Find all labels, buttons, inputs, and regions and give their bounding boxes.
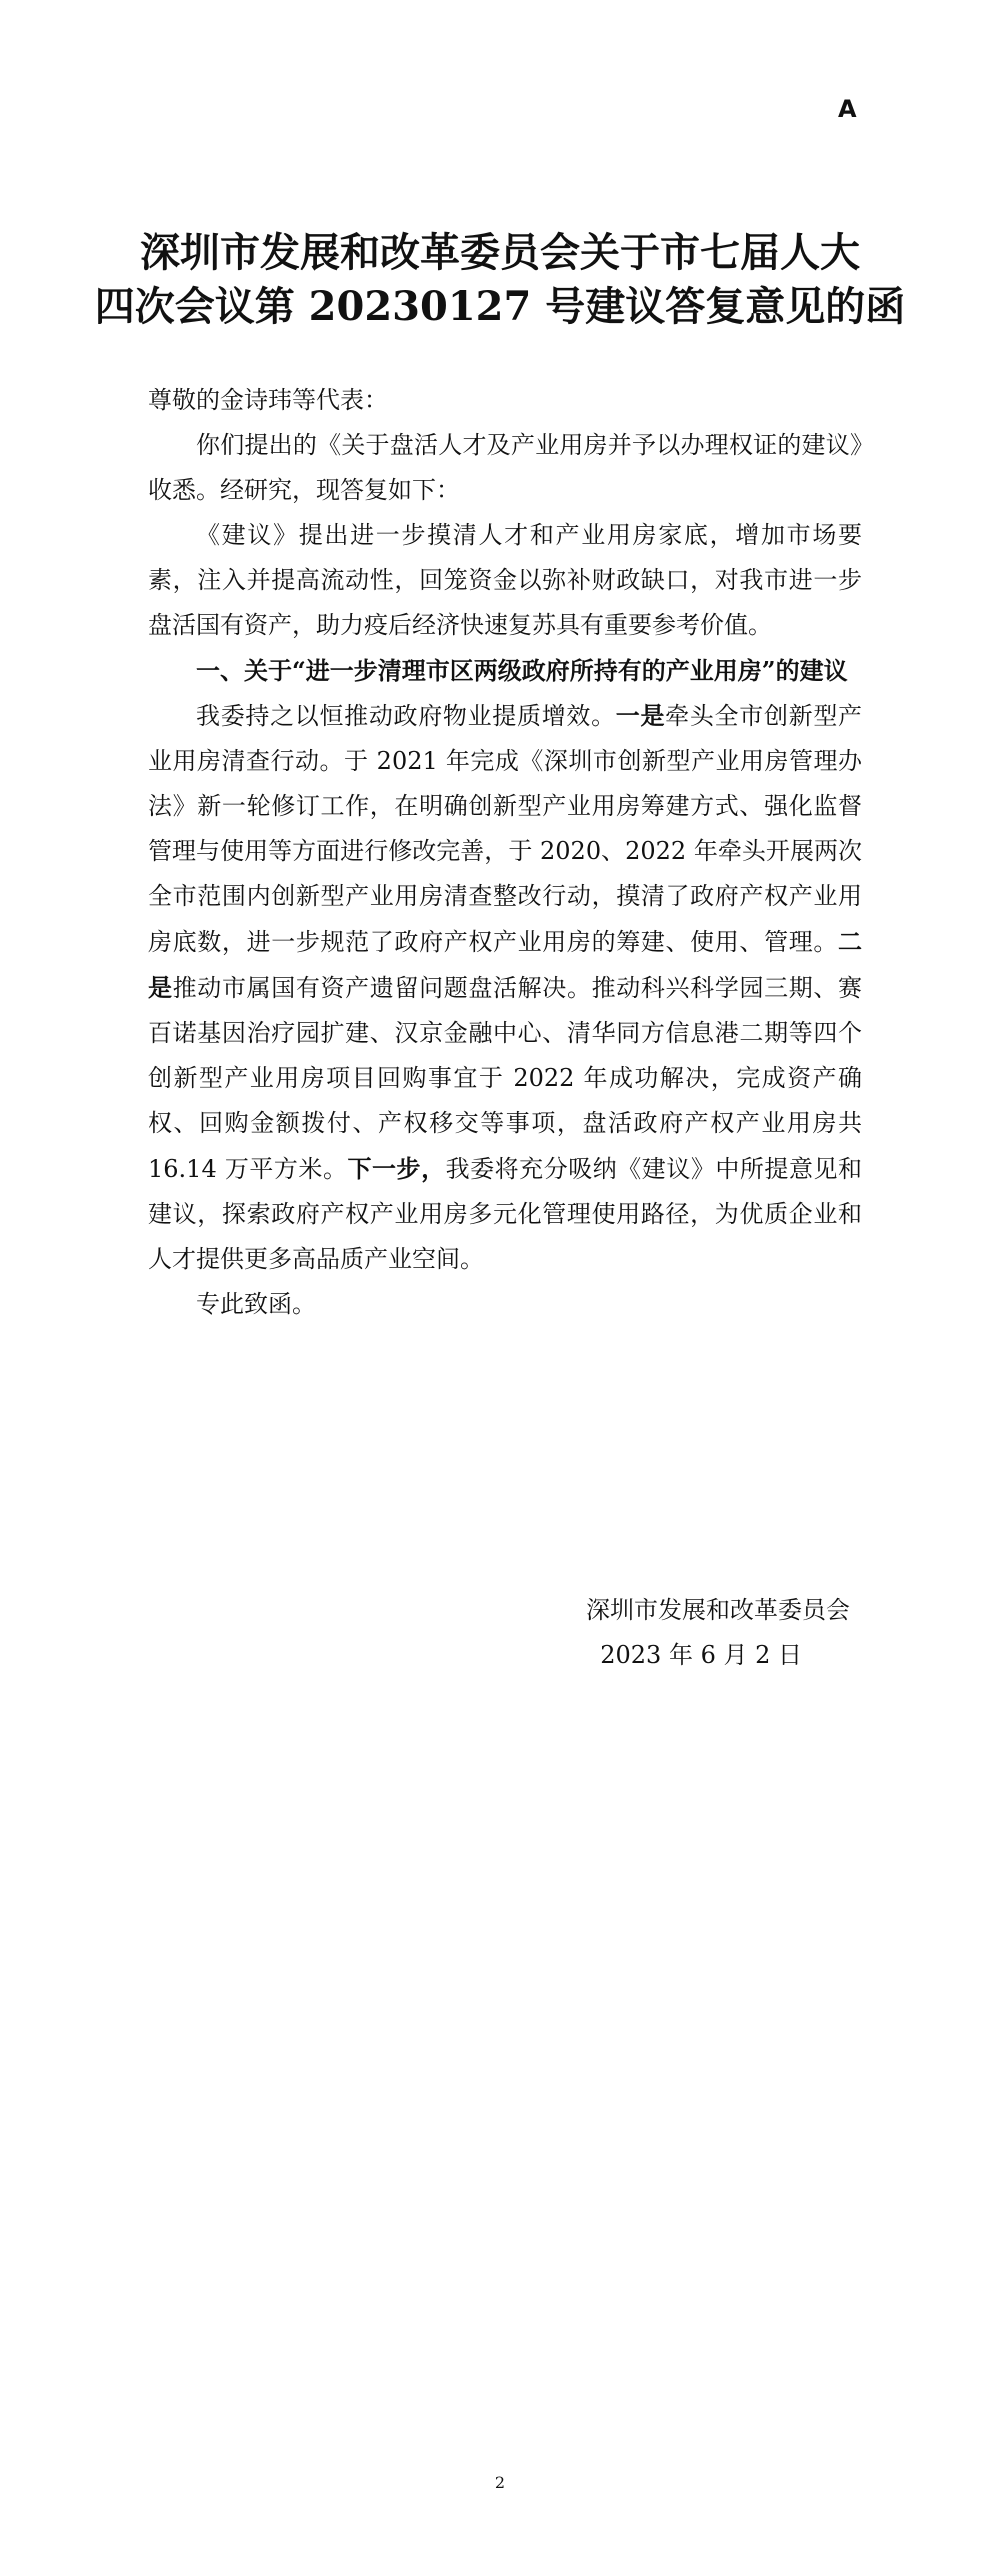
page-number: 2 <box>494 2473 506 2492</box>
paragraph-2: 《建议》提出进一步摸清人才和产业用房家底，增加市场要素，注入并提高流动性，回笼资金以弥补财政缺口，对我市进一步盘活国有资产，助力疫后经济快速复苏具有重要参考价值。 <box>148 521 862 639</box>
section-heading-1: 一、关于“进一步清理市区两级政府所持有的产业用房”的建议 <box>196 656 848 685</box>
paragraph-1: 你们提出的《关于盘活人才及产业用房并予以办理权证的建议》收悉。经研究，现答复如下： <box>148 431 862 504</box>
paragraph-3 <box>148 693 862 1282</box>
point-one-text: 牵头全市创新型产业用房清查行动。于 2021 年完成《深圳市创新型产业用房管理办法》新一轮修订工作，在明确创新型产业用房筹建方式、强化监督管理与使用等方面进行修改完善，于 2020、2022 年牵头开展两次全市范围内创新型产业用房清查整改行动，摸清了政府产权产业用房底数，进一步规范了政府产权产业用房的筹建、使用、管理。 <box>148 702 863 956</box>
signature-org: 深圳市发展和改革委员会 <box>586 1596 850 1624</box>
next-step-label: 下一步， <box>347 1154 446 1183</box>
point-two-label: 二是 <box>148 927 862 1002</box>
paragraph-3-intro: 我委持之以恒推动政府物业提质增效。 <box>196 702 616 730</box>
point-one-label: 一是 <box>615 701 666 730</box>
signature-block <box>0 1588 850 1678</box>
document-body <box>148 378 862 1327</box>
title-line-2: 四次会议第 20230127 号建议答复意见的函 <box>94 283 906 330</box>
closing: 专此致函。 <box>196 1290 316 1318</box>
corner-mark: A <box>838 95 857 123</box>
document-title <box>0 226 1000 334</box>
title-line-1: 深圳市发展和改革委员会关于市七届人大 <box>140 229 860 276</box>
point-two-text: 推动市属国有资产遗留问题盘活解决。推动科兴科学园三期、赛百诺基因治疗园扩建、汉京金融中心、清华同方信息港二期等四个创新型产业用房项目回购事宜于 2022 年成功解决，完成资产确权、回购金额拨付、产权移交等事项，盘活政府产权产业用房共 16.14 万平方米。 <box>148 974 863 1183</box>
salutation: 尊敬的金诗玮等代表： <box>148 386 388 414</box>
signature-date: 2023 年 6 月 2 日 <box>600 1641 802 1669</box>
next-step-text: 我委将充分吸纳《建议》中所提意见和建议，探索政府产权产业用房多元化管理使用路径，为优质企业和人才提供更多高品质产业空间。 <box>148 1155 863 1273</box>
